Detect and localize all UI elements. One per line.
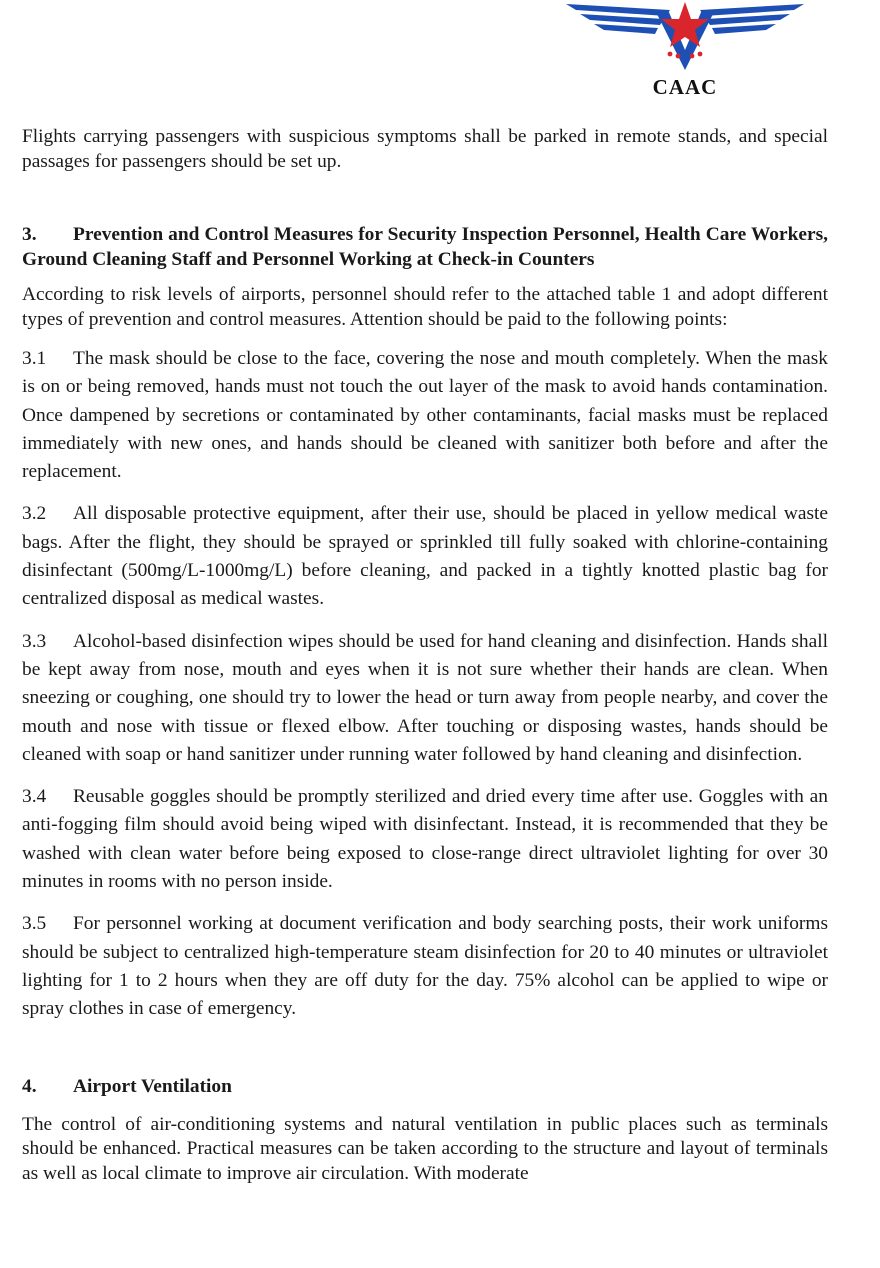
item-text: Alcohol-based disinfection wipes should be used for hand cleaning and disinfection. Hands shall be kept away from nose, mouth and eyes when it is not sure whether their hands are clean. When sneezing or coughing, one should try to lower the head or turn away from people nearby, and cover the mouth and nose with tissue or flexed elbow. After touching or disposing wastes, hands should be cleaned with soap or hand sanitizer under running water followed by hand cleaning and disinfection.: [22, 630, 828, 765]
item-text: For personnel working at document verification and body searching posts, their work uniforms should be subject to centralized high-temperature steam disinfection for 20 to 40 minutes or ultraviolet lighting for 1 to 2 hours when they are off duty for the day. 75% alcohol can be applied to wipe or spray clothes in case of emergency.: [22, 913, 828, 1020]
section-3-number: 3.: [22, 224, 37, 245]
list-item: [22, 345, 828, 486]
intro-paragraph: Flights carrying passengers with suspicious symptoms shall be parked in remote stands, and special passages for passengers should be set up.: [22, 126, 828, 172]
list-item: [22, 910, 828, 1023]
item-number: 3.5: [22, 913, 47, 935]
item-number: 3.2: [22, 503, 47, 525]
list-item: [22, 783, 828, 896]
section-3-title: Prevention and Control Measures for Security Inspection Personnel, Health Care Workers, Ground Cleaning Staff and Personnel Working at Check-in Counters: [22, 224, 828, 270]
section-3-lead: According to risk levels of airports, personnel should refer to the attached table 1 and adopt different types of prevention and control measures. Attention should be paid to the following points:: [22, 284, 828, 330]
section-4-number: 4.: [22, 1075, 37, 1097]
section-4-title: Airport Ventilation: [73, 1075, 232, 1097]
item-text: Reusable goggles should be promptly sterilized and dried every time after use. Goggles with an anti-fogging film should avoid being wiped with disinfectant. Instead, it is recommended that they be washed with clean water before being exposed to close-range direct ultraviolet lighting for over 30 minutes in rooms with no person inside.: [22, 786, 828, 893]
list-item: [22, 500, 828, 613]
item-number: 3.1: [22, 348, 47, 369]
document-body: [22, 124, 828, 1186]
item-number: 3.4: [22, 786, 47, 808]
item-text: The mask should be close to the face, covering the nose and mouth completely. When the mask is on or being removed, hands must not touch the out layer of the mask to avoid hands contamination. Once dampened by secretions or contaminated by other contaminants, facial masks must be replaced immediately with new ones, and hands should be cleaned with sanitizer both before and after the replacement.: [22, 348, 828, 483]
section-3-heading: [22, 222, 828, 272]
list-item: [22, 628, 828, 769]
item-text: All disposable protective equipment, after their use, should be placed in yellow medical waste bags. After the flight, they should be sprayed or sprinkled till fully soaked with chlorine-containing disinfectant (500mg/L-1000mg/L) before cleaning, and packed in a tightly knotted plastic bag for centralized disposal as medical wastes.: [22, 503, 828, 610]
caac-logo: [560, 0, 810, 104]
caac-wings-emblem: [560, 0, 810, 80]
section-spacer: [22, 1038, 828, 1074]
logo-text: CAAC: [652, 75, 718, 99]
section-4-heading: [22, 1074, 828, 1099]
section-4-lead: The control of air-conditioning systems and natural ventilation in public places such as terminals should be enhanced. Practical measures can be taken according to the structure and layout of terminals as well as local climate to improve air circulation. With moderate: [22, 1113, 828, 1184]
item-number: 3.3: [22, 630, 47, 652]
